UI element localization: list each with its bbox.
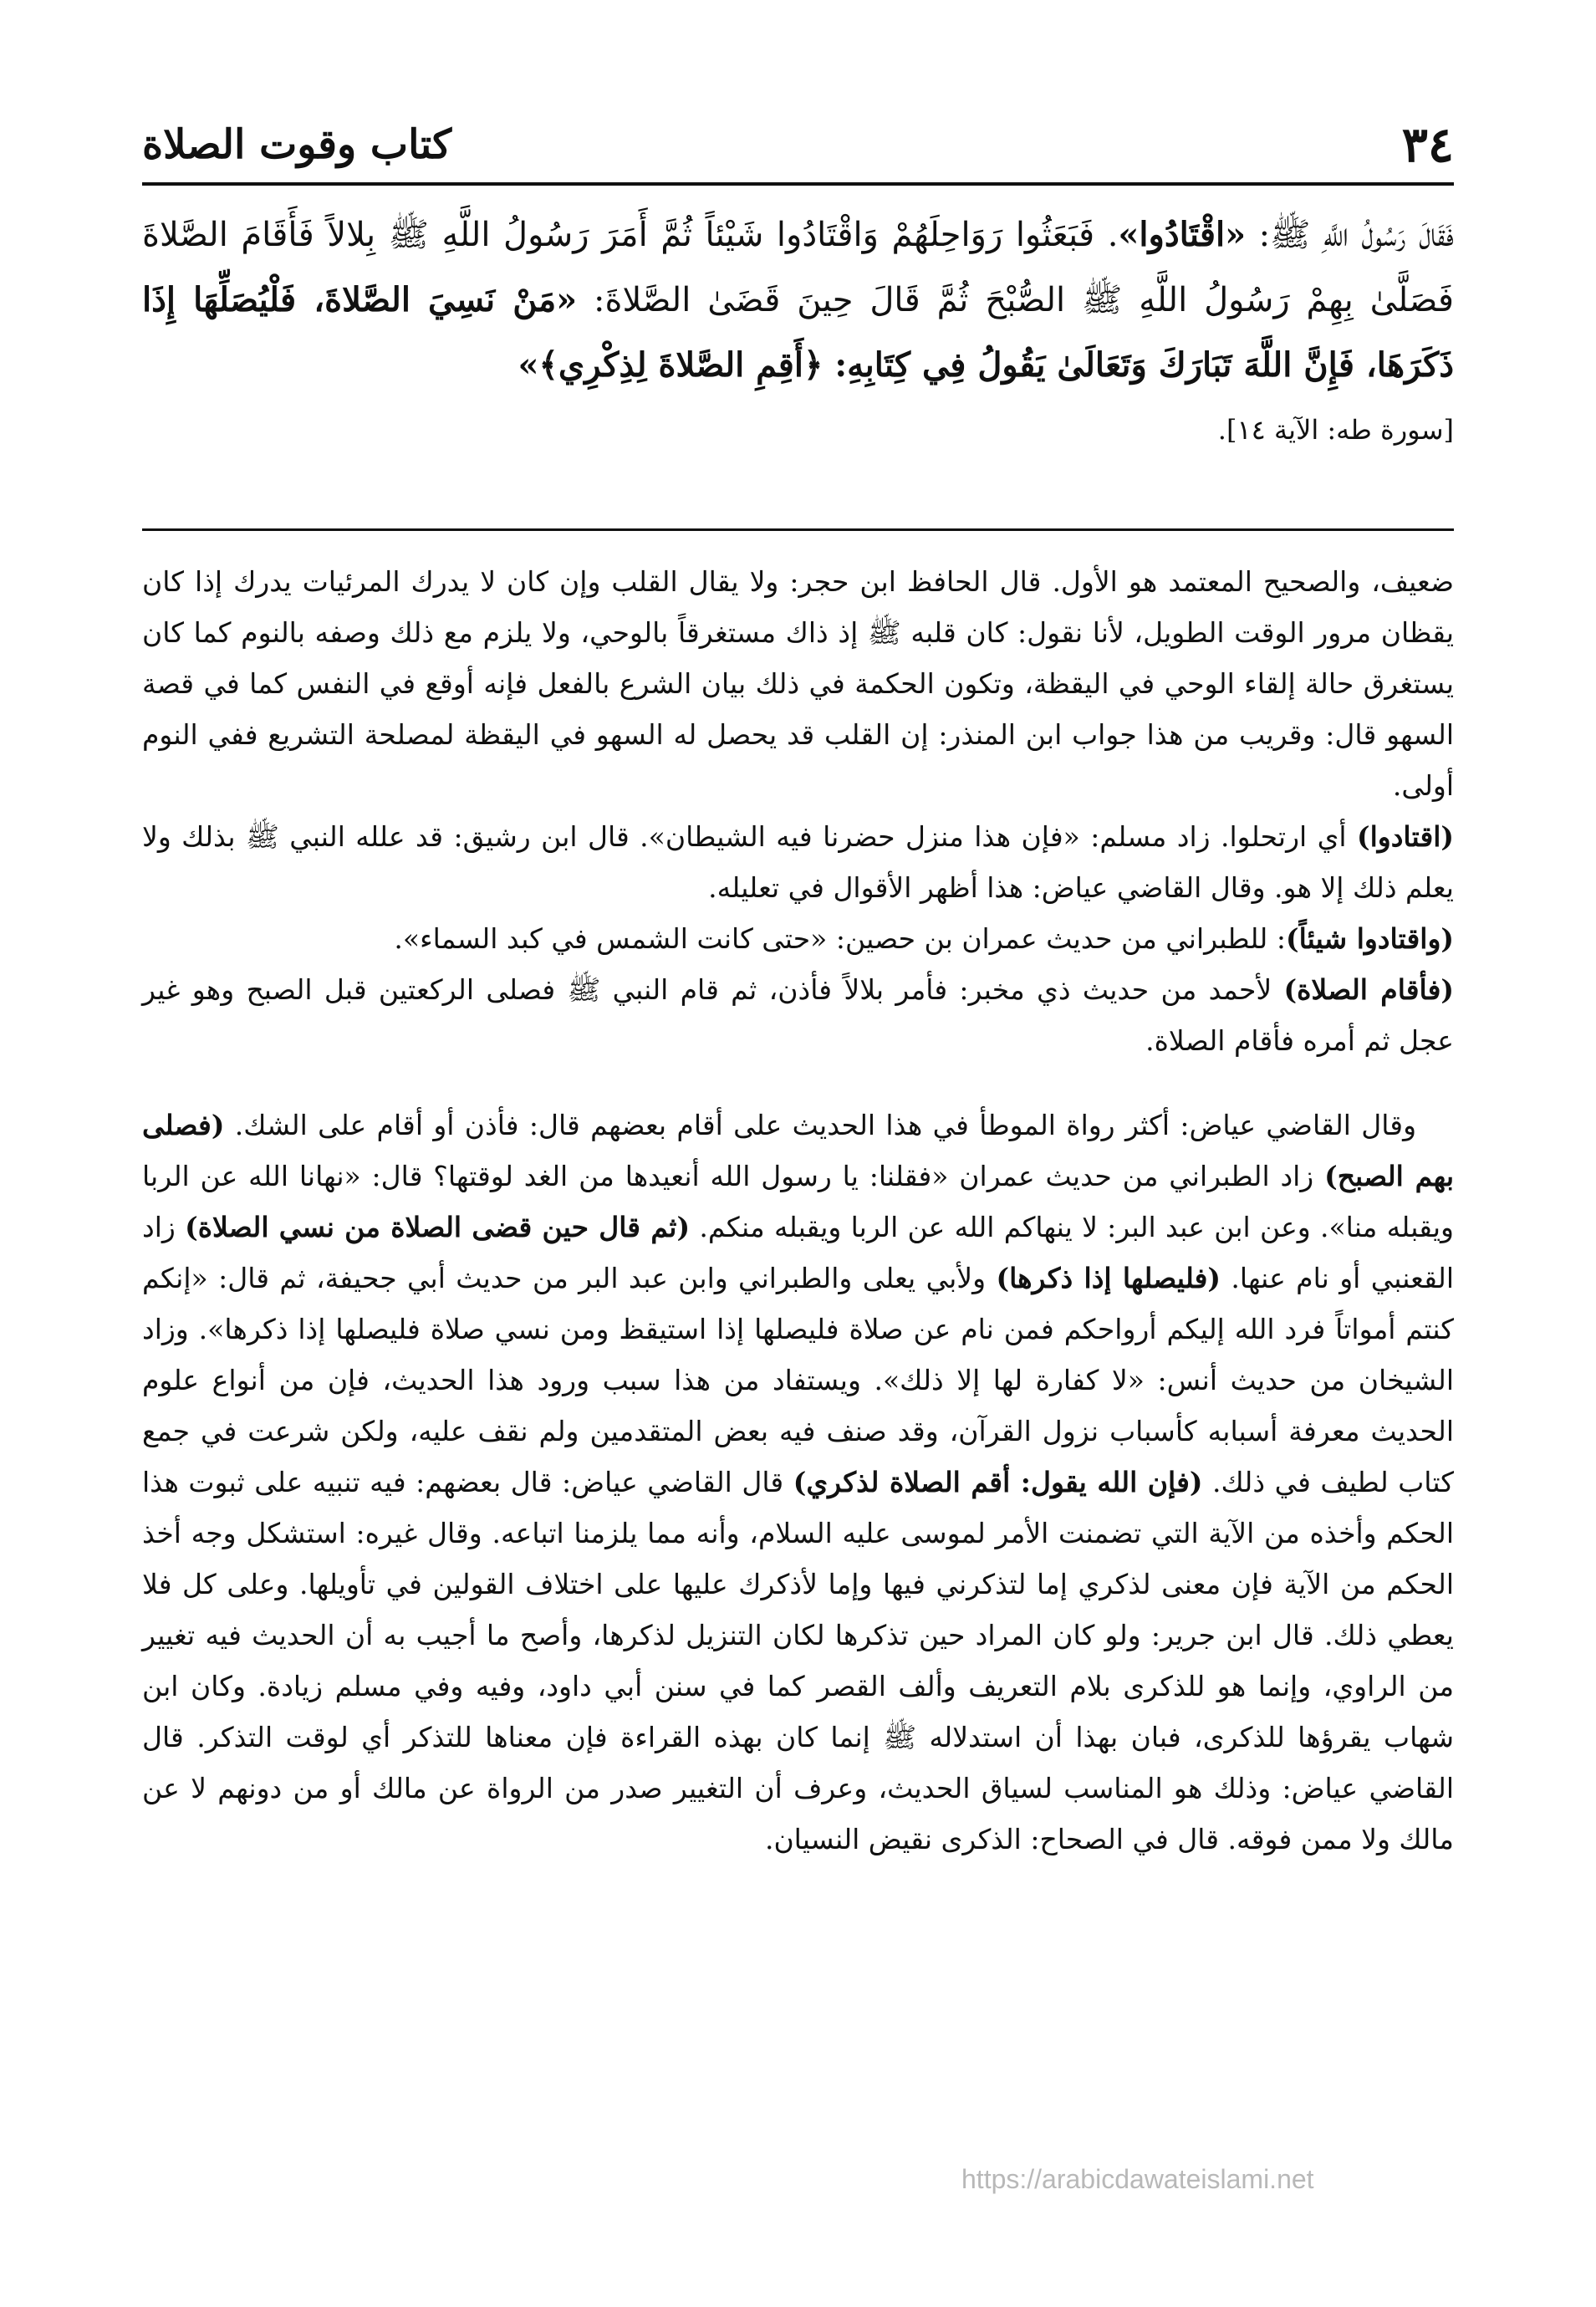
commentary-body-4: لأحمد من حديث ذي مخبر: فأمر بلالاً فأذن، ثم قام النبي ﷺ فصلى الركعتين قبل الصبح وهو غير عجل ثم أمره فأقام الصلاة. [142, 973, 1454, 1057]
commentary-text [142, 556, 1454, 1865]
hadith-part-2: . فَبَعَثُوا رَوَاحِلَهُمْ وَاقْتَادُوا شَيْئاً ثُمَّ أَمَرَ رَسُولُ اللَّهِ ﷺ بِلالاً فَأَقَامَ الصَّلاةَ فَصَلَّىٰ بِهِمْ رَسُولُ اللَّهِ ﷺ الصُّبْحَ ثُمَّ قَالَ حِينَ قَضَىٰ الصَّلاةَ: [142, 216, 1455, 319]
commentary-body-5a: وقال القاضي عياض: أكثر رواة الموطأ في هذا الحديث على أقام بعضهم قال: فأذن أو أقام على الشك. [224, 1109, 1416, 1141]
commentary-paragraph-1: ضعيف، والصحيح المعتمد هو الأول. قال الحافظ ابن حجر: ولا يقال القلب وإن كان لا يدرك المرئيات يدرك إذا كان يقظان مرور الوقت الطويل، لأنا نقول: كان قلبه ﷺ إذ ذاك مستغرقاً بالوحي، ولا يلزم مع ذلك وصفه بالنوم كما كان يستغرق حالة إلقاء الوحي في اليقظة، وتكون الحكمة في ذلك بيان الشرع بالفعل فإنه أوقع في النفس كما في قصة السهو قال: وقريب من هذا جواب ابن المنذر: إن القلب قد يحصل له السهو في اليقظة لمصلحة التشريع ففي النوم أولى. [142, 565, 1454, 802]
running-title: كتاب وقوت الصلاة [142, 121, 452, 168]
hadith-quote-man-nasiya: «مَنْ نَسِيَ الصَّلاةَ، فَلْيُصَلِّهَا إِذَا ذَكَرَهَا، فَإِنَّ اللَّهَ تَبَارَكَ وَتَعَالَىٰ يَقُولُ فِي كِتَابِهِ: ﴿أَقِمِ الصَّلاةَ لِذِكْرِي﴾» [142, 280, 1454, 385]
commentary-heading-sallabihim: (فصلى بهم الصبح) [142, 1109, 1455, 1192]
commentary-heading-iqtadu: (اقتادوا) [1357, 820, 1454, 853]
hadith-quote-iqtadu: «اقْتَادُوا» [1118, 215, 1247, 254]
commentary-heading-thumma-qala: (ثم قال حين قضى الصلاة من نسي الصلاة) [185, 1211, 691, 1243]
commentary-paragraph-4 [142, 964, 1454, 1066]
commentary-body-5b: زاد الطبراني من حديث عمران «فقلنا: يا رسول الله أنعيدها من الغد لوقتها؟ قال: «نهانا الله عن الربا ويقبله منا». وعن ابن عبد البر: لا ينهاكم الله عن الربا ويقبله منكم. [142, 1160, 1454, 1243]
commentary-body-5e: قال القاضي عياض: قال بعضهم: فيه تنبيه على ثبوت هذا الحكم وأخذه من الآية التي تضمنت الأمر لموسى عليه السلام، وأنه مما يلزمنا اتباعه. وقال غيره: استشكل وجه أخذ الحكم من الآية فإن معنى لذكري إما لتذكرني فيها وإما لأذكرك عليها على اختلاف القولين في تأويلها. وعلى كل فلا يعطي ذلك. قال ابن جرير: ولو كان المراد حين تذكرها لكان التنزيل لذكرها، وأصح ما أجيب به أن الحديث فيه تغيير من الراوي، وإنما هو للذكرى بلام التعريف وألف القصر كما في سنن أبي داود، وفيه وفي مسلم زيادة. وكان ابن شهاب يقرؤها للذكرى، فبان بهذا أن استدلاله ﷺ إنما كان بهذه القراءة فإن معناها للتذكر أي لوقت التذكر. قال القاضي عياض: وذلك هو المناسب لسياق الحديث، وعرف أن التغيير صدر من الرواة عن مالك أو من دونهم لا عن مالك ولا ممن فوقه. قال في الصحاح: الذكرى نقيض النسيان. [142, 1466, 1454, 1855]
page-number: ٣٤ [1401, 116, 1454, 173]
commentary-heading-aqama: (فأقام الصلاة) [1283, 973, 1454, 1006]
commentary-paragraph-3 [142, 913, 1454, 964]
commentary-heading-falyusalliha: (فليصلها إذا ذكرها) [996, 1262, 1221, 1294]
commentary-body-5d: ولأبي يعلى والطبراني وابن عبد البر من حديث أبي جحيفة، ثم قال: «إنكم كنتم أمواتاً فرد الله إليكم أرواحكم فمن نام عن صلاة فليصلها إذا استيقظ ومن نسي صلاة فليصلها إذا ذكرها». وزاد الشيخان من حديث أنس: «لا كفارة لها إلا ذلك». ويستفاد من هذا سبب ورود هذا الحديث، فإن من أنواع علوم الحديث معرفة أسبابه كأسباب نزول القرآن، وقد صنف فيه بعض المتقدمين ولم نقف عليه، ولكن شرعت في جمع كتاب لطيف في ذلك. [142, 1262, 1454, 1498]
footnote-separator [142, 528, 1454, 531]
surah-reference: [سورة طه: الآية ١٤]. [1217, 414, 1454, 446]
commentary-body-5c: زاد القعنبي أو نام عنها. [142, 1211, 1454, 1294]
page-header [142, 107, 1454, 186]
commentary-body-2: أي ارتحلوا. زاد مسلم: «فإن هذا منزل حضرنا فيه الشيطان». قال ابن رشيق: قد علله النبي ﷺ بذلك ولا يعلم ذلك إلا هو. وقال القاضي عياض: هذا أظهر الأقوال في تعليله. [142, 820, 1454, 904]
commentary-paragraph-2 [142, 811, 1454, 913]
hadith-paragraph [142, 202, 1454, 398]
commentary-body-3: : للطبراني من حديث عمران بن حصين: «حتى كانت الشمس في كبد السماء». [394, 922, 1286, 955]
hadith-text [142, 202, 1454, 455]
commentary-heading-shayan: (واقتادوا شيئاً) [1285, 922, 1454, 955]
watermark-url: https://arabicdawateislami.net [961, 2164, 1314, 2194]
commentary-heading-aqim: (فإن الله يقول: أقم الصلاة لذكري) [793, 1466, 1203, 1498]
hadith-part-1: فَقَالَ رَسُولُ اللَّهِ ﷺ: [1246, 216, 1454, 254]
commentary-paragraph-5 [142, 1100, 1454, 1865]
